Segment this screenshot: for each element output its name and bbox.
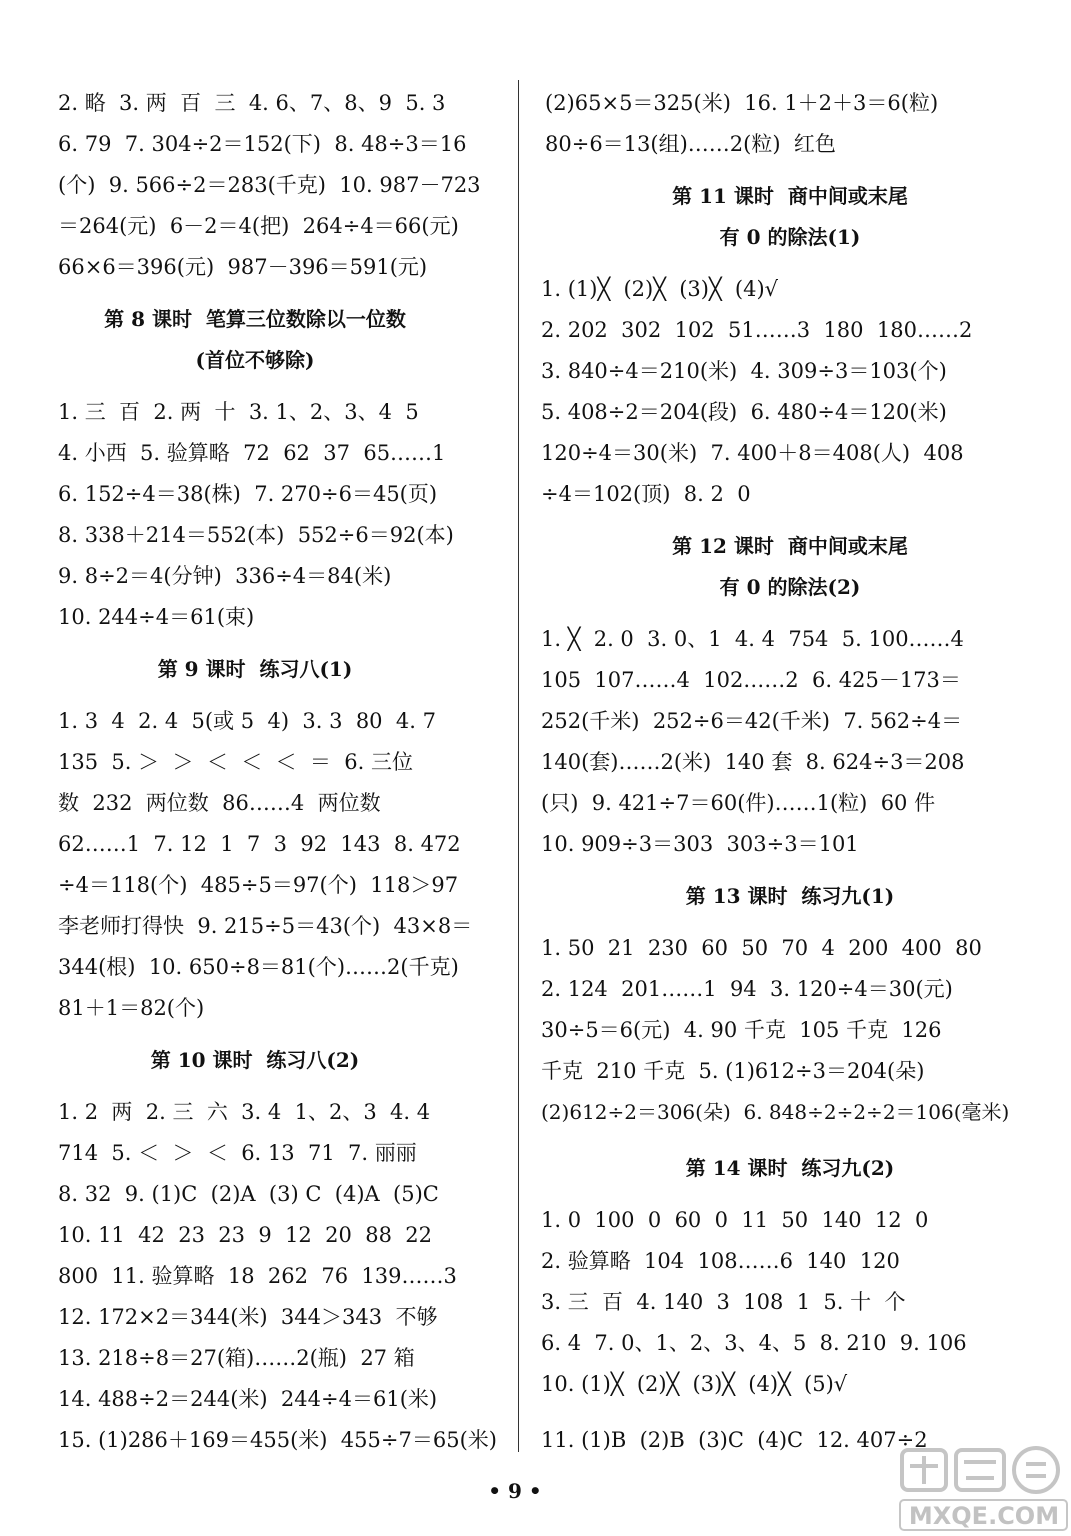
answer-line: 千克 210 千克 5. (1)612÷3＝204(朵) <box>541 1059 925 1083</box>
answer-line: 344(根) 10. 650÷8＝81(个)……2(千克) <box>58 955 459 979</box>
answer-line: 6. 152÷4＝38(株) 7. 270÷6＝45(页) <box>58 482 438 506</box>
answer-line: 11. (1)B (2)B (3)C (4)C 12. 407÷2 <box>541 1428 928 1452</box>
answer-line: 1. 3 4 2. 4 5(或 5 4) 3. 3 80 4. 7 <box>58 709 436 733</box>
answer-line: 1. 2 两 2. 三 六 3. 4 1、2、3 4. 4 <box>58 1100 431 1124</box>
answer-line: 80÷6＝13(组)……2(粒) 红色 <box>545 132 836 156</box>
answer-line: 1. 三 百 2. 两 十 3. 1、2、3、4 5 <box>58 400 419 424</box>
answer-line: 30÷5＝6(元) 4. 90 千克 105 千克 126 <box>541 1018 942 1042</box>
answer-line: 3. 840÷4＝210(米) 4. 309÷3＝103(个) <box>541 359 947 383</box>
answer-line: (只) 9. 421÷7＝60(件)……1(粒) 60 件 <box>541 791 936 815</box>
answer-line: (2)612÷2＝306(朵) 6. 848÷2÷2÷2＝106(毫米) <box>541 1100 1010 1124</box>
answer-line: (2)65×5＝325(米) 16. 1＋2＋3＝6(粒) <box>545 91 939 115</box>
answer-line: 10. (1)╳ (2)╳ (3)╳ (4)╳ (5)√ <box>541 1372 848 1396</box>
answer-line: 15. (1)286＋169＝455(米) 455÷7＝65(米) <box>58 1428 497 1452</box>
answer-line: 135 5. ＞ ＞ ＜ ＜ ＜ ＝ 6. 三位 <box>58 750 413 774</box>
lesson-subheading: 有 0 的除法(1) <box>719 225 861 249</box>
answer-line: 1. 50 21 230 60 50 70 4 200 400 80 <box>541 936 982 960</box>
answer-line: 62……1 7. 12 1 7 3 92 143 8. 472 <box>58 832 461 856</box>
answer-line: (个) 9. 566÷2＝283(千克) 10. 987－723 <box>58 173 481 197</box>
column-divider <box>518 80 519 1452</box>
watermark-logo <box>896 1444 1071 1536</box>
answer-line: 1. (1)╳ (2)╳ (3)╳ (4)√ <box>541 277 779 301</box>
answer-line: 81＋1＝82(个) <box>58 996 205 1020</box>
answer-line: 数 232 两位数 86……4 两位数 <box>58 791 381 815</box>
answer-line: 6. 4 7. 0、1、2、3、4、5 8. 210 9. 106 <box>541 1331 967 1355</box>
answer-line: 105 107……4 102……2 6. 425－173＝ <box>541 668 961 692</box>
answer-line: 1. 0 100 0 60 0 11 50 140 12 0 <box>541 1208 929 1232</box>
answer-line: 10. 11 42 23 23 9 12 20 88 22 <box>58 1223 433 1247</box>
answer-line: 2. 验算略 104 108……6 140 120 <box>541 1249 900 1273</box>
answer-line: 13. 218÷8＝27(箱)……2(瓶) 27 箱 <box>58 1346 415 1370</box>
svg-text:MXQE.COM: MXQE.COM <box>908 1502 1060 1530</box>
answer-line: 1. ╳ 2. 0 3. 0、1 4. 4 754 5. 100……4 <box>541 627 964 651</box>
answer-line: 4. 小西 5. 验算略 72 62 37 65……1 <box>58 441 446 465</box>
answer-line: 李老师打得快 9. 215÷5＝43(个) 43×8＝ <box>58 914 473 938</box>
answer-line: 252(千米) 252÷6＝42(千米) 7. 562÷4＝ <box>541 709 963 733</box>
lesson-heading: 第 9 课时 练习八(1) <box>157 657 353 681</box>
answer-line: 120÷4＝30(米) 7. 400＋8＝408(人) 408 <box>541 441 964 465</box>
answer-line: 10. 909÷3＝303 303÷3＝101 <box>541 832 859 856</box>
answer-line: 10. 244÷4＝61(束) <box>58 605 255 629</box>
lesson-heading: 第 13 课时 练习九(1) <box>685 884 895 908</box>
answer-line: 2. 202 302 102 51……3 180 180……2 <box>541 318 973 342</box>
lesson-heading: 第 10 课时 练习八(2) <box>150 1048 360 1072</box>
lesson-subheading: 有 0 的除法(2) <box>719 575 861 599</box>
answer-line: 5. 408÷2＝204(段) 6. 480÷4＝120(米) <box>541 400 947 424</box>
answer-line: 714 5. ＜ ＞ ＜ 6. 13 71 7. 丽丽 <box>58 1141 417 1165</box>
lesson-heading: 第 8 课时 笔算三位数除以一位数 <box>104 307 406 331</box>
lesson-heading: 第 12 课时 商中间或末尾 <box>672 534 908 558</box>
answer-line: 6. 79 7. 304÷2＝152(下) 8. 48÷3＝16 <box>58 132 467 156</box>
lesson-heading: 第 11 课时 商中间或末尾 <box>672 184 908 208</box>
answer-line: 9. 8÷2＝4(分钟) 336÷4＝84(米) <box>58 564 392 588</box>
answer-line: 8. 338＋214＝552(本) 552÷6＝92(本) <box>58 523 454 547</box>
answer-line: ÷4＝102(顶) 8. 2 0 <box>541 482 751 506</box>
answer-line: 66×6＝396(元) 987－396＝591(元) <box>58 255 428 279</box>
lesson-subheading: (首位不够除) <box>195 348 315 372</box>
answer-line: ÷4＝118(个) 485÷5＝97(个) 118＞97 <box>58 873 459 897</box>
lesson-heading: 第 14 课时 练习九(2) <box>685 1156 895 1180</box>
answer-line: 2. 124 201……1 94 3. 120÷4＝30(元) <box>541 977 953 1001</box>
answer-line: 8. 32 9. (1)C (2)A (3) C (4)A (5)C <box>58 1182 439 1206</box>
answer-line: 800 11. 验算略 18 262 76 139……3 <box>58 1264 457 1288</box>
answer-line: 3. 三 百 4. 140 3 108 1 5. 十 个 <box>541 1290 906 1314</box>
answer-line: 2. 略 3. 两 百 三 4. 6、7、8、9 5. 3 <box>58 91 446 115</box>
answer-line: 14. 488÷2＝244(米) 244÷4＝61(米) <box>58 1387 438 1411</box>
answer-line: 140(套)……2(米) 140 套 8. 624÷3＝208 <box>541 750 965 774</box>
page-number: • 9 • <box>488 1479 542 1503</box>
answer-line: 12. 172×2＝344(米) 344＞343 不够 <box>58 1305 438 1329</box>
answer-line: ＝264(元) 6－2＝4(把) 264÷4＝66(元) <box>58 214 459 238</box>
